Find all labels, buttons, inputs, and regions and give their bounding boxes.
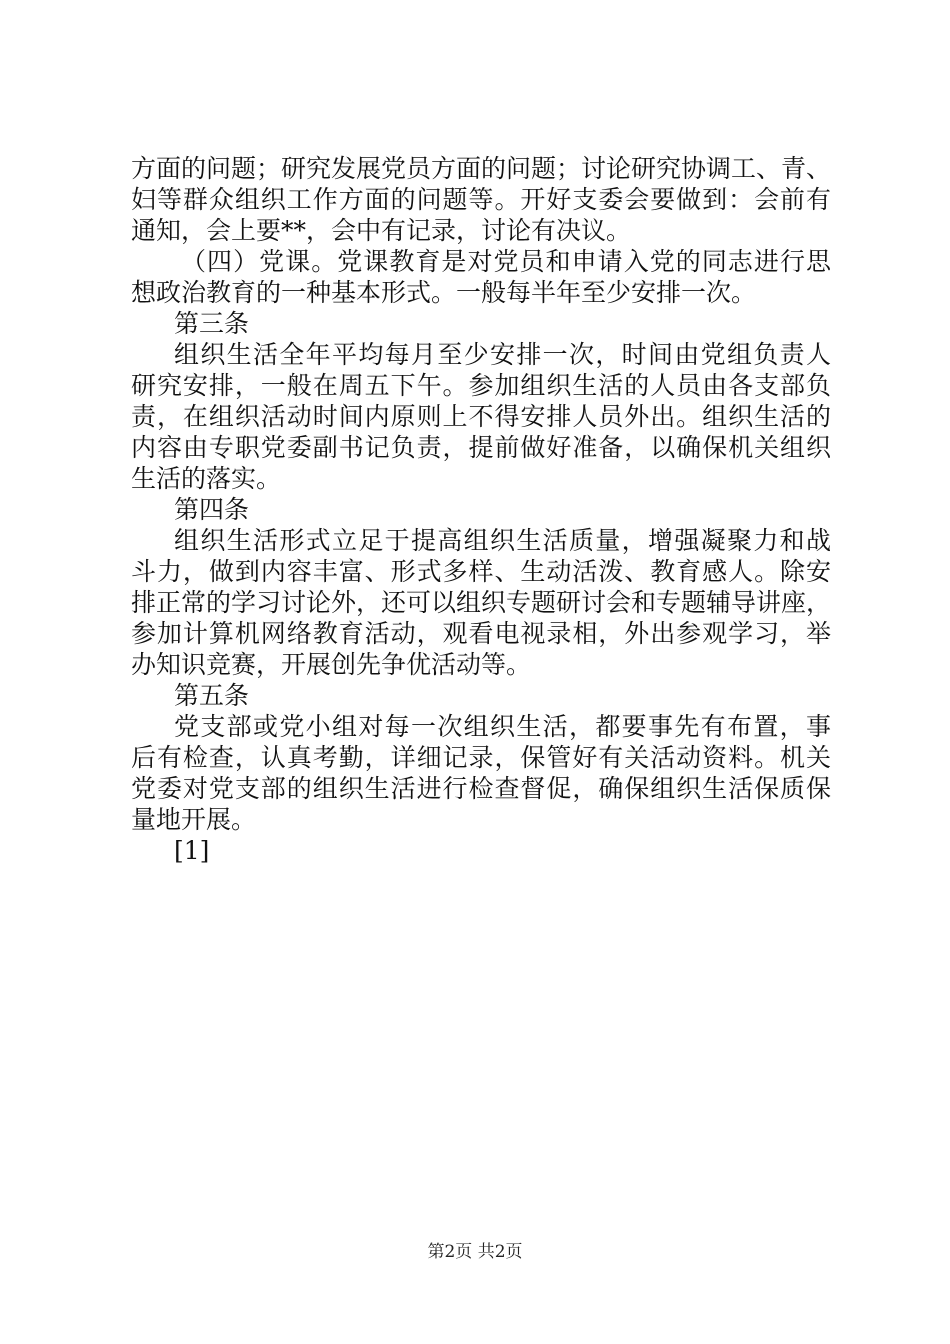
text-line: 方面的问题；研究发展党员方面的问题；讨论研究协调工、青、 [131, 154, 832, 183]
text-line: 排正常的学习讨论外，还可以组织专题研讨会和专题辅导讲座， [131, 588, 832, 617]
text-line: 组织生活形式立足于提高组织生活质量，增强凝聚力和战 [174, 526, 831, 555]
text-line: 后有检查，认真考勤，详细记录，保管好有关活动资料。机关 [131, 743, 831, 772]
text-line: 党委对党支部的组织生活进行检查督促，确保组织生活保质保 [131, 774, 831, 803]
text-line: 内容由专职党委副书记负责，提前做好准备，以确保机关组织 [131, 433, 831, 462]
section-heading: 第四条 [174, 495, 250, 524]
text-line: 斗力，做到内容丰富、形式多样、生动活泼、教育感人。除安 [131, 557, 831, 586]
text-line: 责，在组织活动时间内原则上不得安排人员外出。组织生活的 [131, 402, 831, 431]
text-line: 生活的落实。 [131, 464, 282, 493]
text-line: 量地开展。 [131, 805, 257, 834]
text-line: 想政治教育的一种基本形式。一般每半年至少安排一次。 [131, 278, 757, 307]
text-line: （四）党课。党课教育是对党员和申请入党的同志进行思 [181, 247, 831, 276]
section-heading: 第三条 [174, 309, 250, 338]
text-line: 党支部或党小组对每一次组织生活，都要事先有布置，事 [174, 712, 831, 741]
text-line: 参加计算机网络教育活动，观看电视录相，外出参观学习，举 [131, 619, 831, 648]
text-line: 研究安排，一般在周五下午。参加组织生活的人员由各支部负 [131, 371, 831, 400]
document-body [131, 153, 831, 866]
page-footer: 第2页 共2页 [427, 1242, 523, 1262]
text-line: 妇等群众组织工作方面的问题等。开好支委会要做到：会前有 [131, 185, 831, 214]
text-line: 办知识竞赛，开展创先争优活动等。 [131, 650, 532, 679]
text-line: 通知，会上要**，会中有记录，讨论有决议。 [131, 216, 632, 245]
text-line: 组织生活全年平均每月至少安排一次，时间由党组负责人 [174, 340, 831, 369]
reference-marker: [1] [174, 836, 210, 865]
section-heading: 第五条 [174, 681, 250, 710]
